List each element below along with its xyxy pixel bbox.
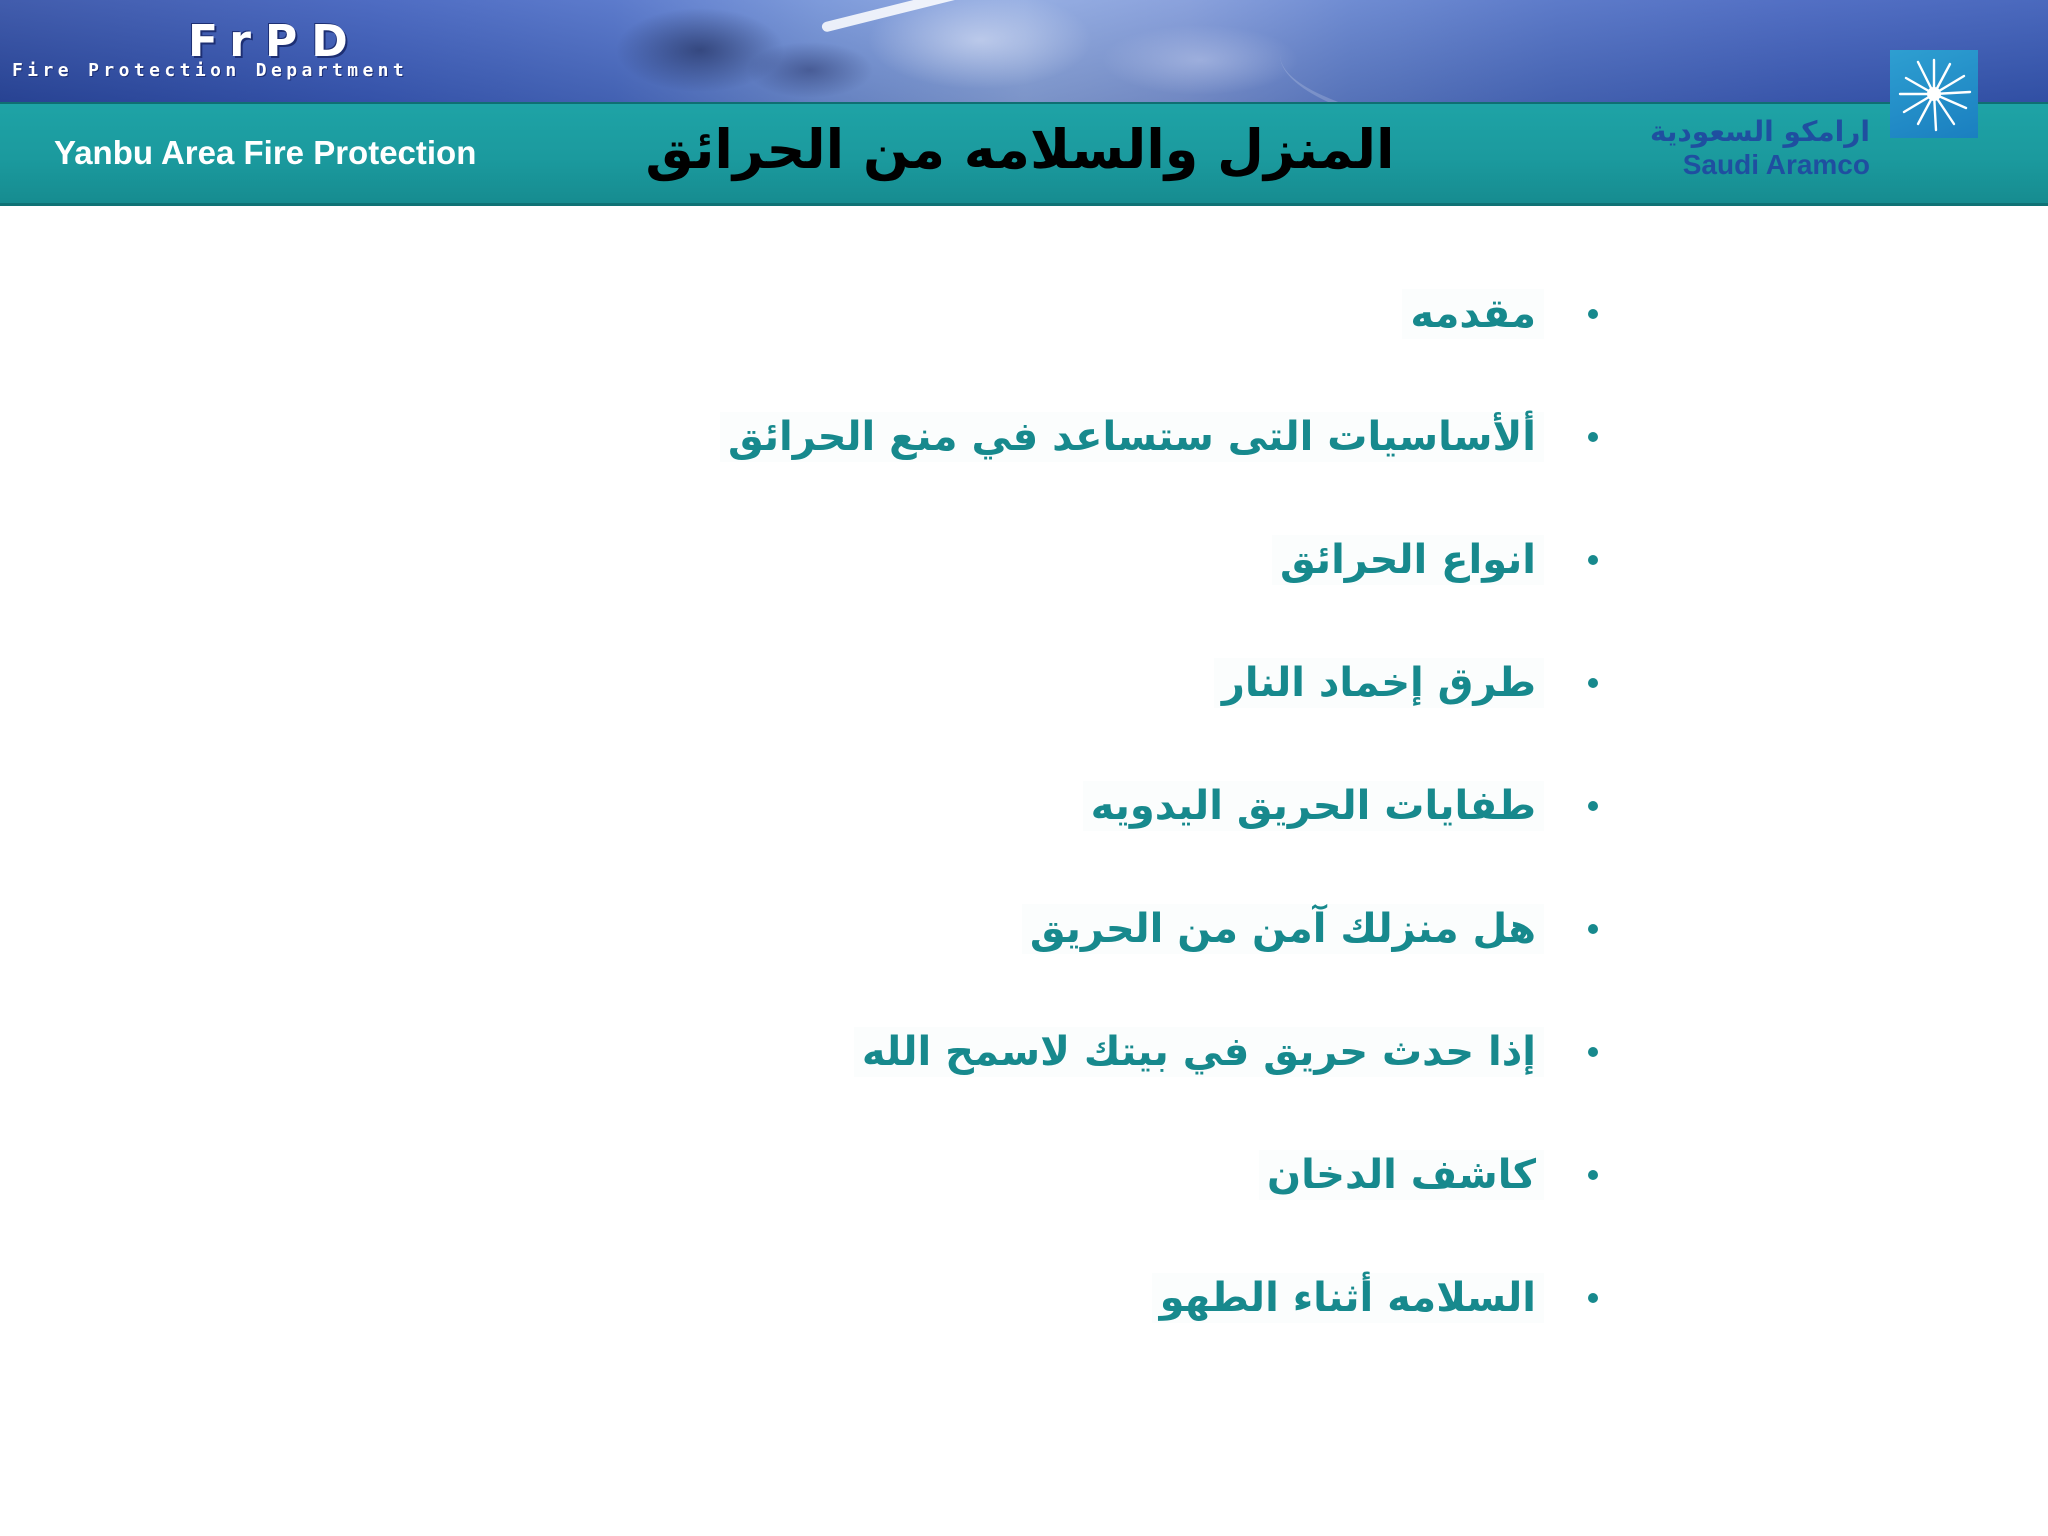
topic-text: هل منزلك آمن من الحريق: [1022, 904, 1544, 954]
list-item: [1022, 899, 1598, 959]
bullet-icon: [1588, 924, 1598, 934]
list-item: [720, 407, 1598, 467]
topic-text: ألأساسيات التى ستساعد في منع الحرائق: [720, 412, 1544, 462]
bullet-icon: [1588, 309, 1598, 319]
list-item: [1214, 653, 1598, 713]
bullet-icon: [1588, 1047, 1598, 1057]
topic-text: مقدمه: [1402, 289, 1544, 339]
list-item: [1152, 1268, 1598, 1328]
brand-latin: Saudi Aramco: [1682, 149, 1870, 180]
brand-arabic: ارامكو السعودية: [1649, 115, 1870, 148]
list-item: [1402, 284, 1598, 344]
topic-text: انواع الحرائق: [1272, 535, 1544, 585]
topic-text: كاشف الدخان: [1259, 1150, 1544, 1200]
topic-text: طفايات الحريق اليدويه: [1083, 781, 1544, 831]
list-item: [1272, 530, 1598, 590]
bullet-icon: [1588, 678, 1598, 688]
bullet-icon: [1588, 801, 1598, 811]
logo-subtitle: Fire Protection Department: [12, 60, 409, 81]
list-item: [854, 1022, 1598, 1082]
list-item: [1083, 776, 1598, 836]
bullet-icon: [1588, 1293, 1598, 1303]
logo-title: FrPD: [188, 16, 362, 67]
topic-text: السلامه أثناء الطهو: [1152, 1273, 1544, 1323]
bullet-icon: [1588, 555, 1598, 565]
bullet-icon: [1588, 432, 1598, 442]
bullet-icon: [1588, 1170, 1598, 1180]
topic-text: طرق إخماد النار: [1214, 658, 1544, 708]
topic-text: إذا حدث حريق في بيتك لاسمح الله: [854, 1027, 1544, 1077]
list-item: [1259, 1145, 1598, 1205]
org-name: Yanbu Area Fire Protection: [54, 134, 477, 171]
slide-title: المنزل والسلامه من الحرائق: [645, 118, 1395, 181]
